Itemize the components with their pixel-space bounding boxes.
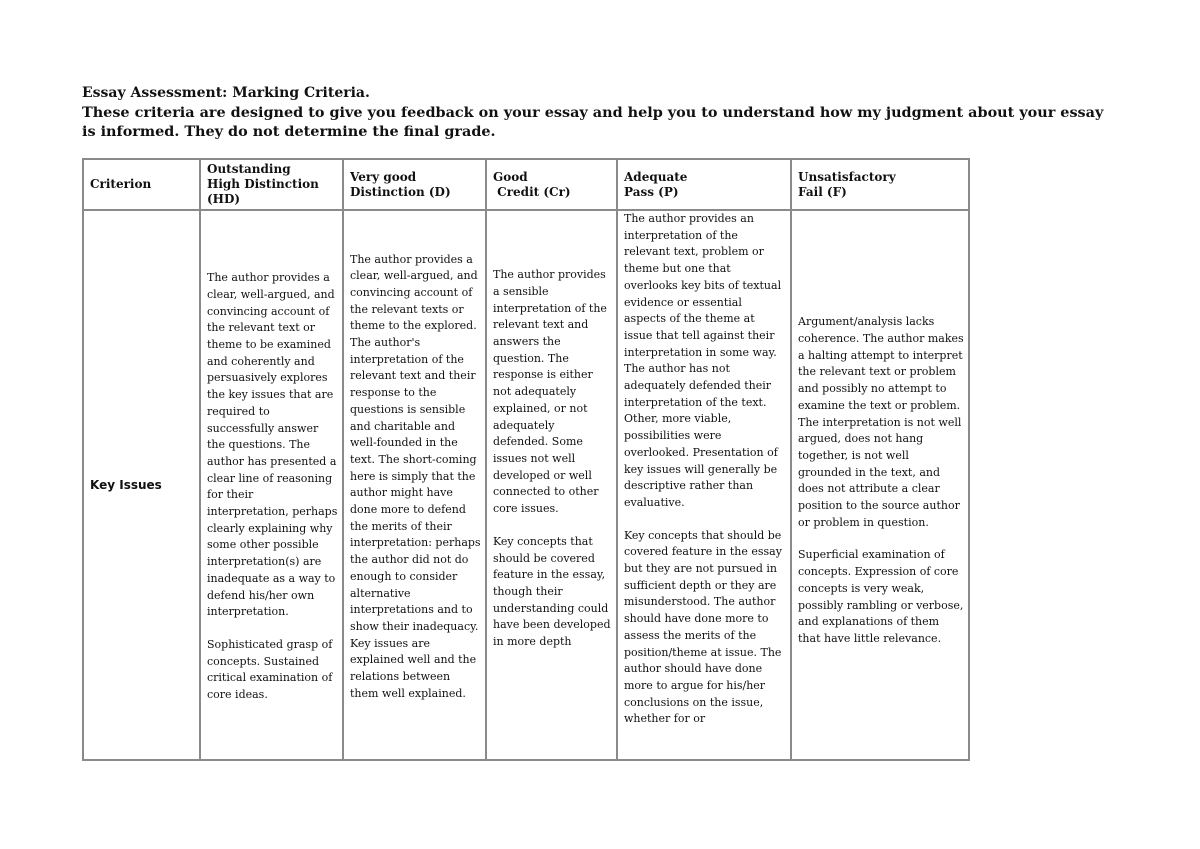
header-criterion: Criterion [83,159,200,210]
header-level-hd [200,159,343,210]
header-level-grade: Distinction (D) [350,184,451,199]
document-title: Essay Assessment: Marking Criteria. [82,85,370,101]
descriptor-cell-p [617,210,791,760]
descriptor-text: Superficial examination of concepts. Expression of core concepts is very weak, possibly rambling or verbose, and explanations of them that have little relevance. [798,548,964,645]
header-level-abbr: (HD) [207,192,241,206]
header-level-p [617,159,791,210]
criterion-key-issues: Key Issues [83,210,200,760]
descriptor-text: The author provides an interpretation of the relevant text, problem or theme but one that overlooks key bits of textual evidence or essential aspects of the theme at issue that tell against their interpretation in some way. The author has not adequately defended their interpretation of the text. Other, more viable, possibilities were overlooked. Presentation of key issues will generally be descriptive rather than evaluative. [624,212,782,509]
descriptor-text: Argument/analysis lacks coherence. The author makes a halting attempt to interpret the relevant text or problem and possibly no attempt to examine the text or problem. The interpretation is not well argued, does not hang together, is not well grounded in the text, and does not attribute a clear position to the source author or problem in question. [798,315,964,529]
header-level-grade: Credit (Cr) [493,184,571,199]
descriptor-cell-f [791,210,969,760]
header-level-f [791,159,969,210]
marking-criteria-table [82,158,970,761]
descriptor-text: Key concepts that should be covered feature in the essay, though their understanding could have been developed in more depth [493,534,611,649]
descriptor-text: Key concepts that should be covered feature in the essay but they are not pursued in sufficient depth or they are misunderstood. The author should have done more to assess the merits of the position/theme at issue. The author should have done more to argue for his/her conclusions on the issue, whether for or [624,528,782,726]
table-header-row [83,159,969,210]
header-level-name: Unsatisfactory [798,169,896,184]
descriptor-text: The author provides a sensible interpretation of the relevant text and answers the question. The response is either not adequately explained, or not adequately defended. Some issues not well developed or well connected to other core issues. [493,268,607,516]
header-level-name: Very good [350,169,417,184]
descriptor-text: The author provides a clear, well-argued, and convincing account of the relevant text or theme to be examined and coherently and persuasively explores the key issues that are required to successfully answer the questions. The author has presented a clear line of reasoning for their interpretation, perhaps clearly explaining why some other possible interpretation(s) are inadequate as a way to defend his/her own interpretation. [207,271,338,619]
descriptor-cell-cr [486,210,617,760]
descriptor-text: The author provides a clear, well-argued, and convincing account of the relevant texts or theme to the explored. The author's interpretation of the relevant text and their response to the questions is sensible and charitable and well-founded in the text. The short-coming here is simply that the author might have done more to defend the merits of their interpretation: perhaps the author did not do enough to consider alternative interpretations and to show their inadequacy. Key issues are explained well and the relations between them well explained. [350,252,481,700]
header-level-grade: High Distinction [207,177,319,191]
header-level-grade: Fail (F) [798,184,847,199]
header-level-cr [486,159,617,210]
descriptor-text: Sophisticated grasp of concepts. Sustained critical examination of core ideas. [207,637,333,702]
descriptor-cell-d [343,210,486,760]
descriptor-cell-hd [200,210,343,760]
table-row [83,210,969,760]
header-level-grade: Pass (P) [624,184,679,199]
header-level-d [343,159,486,210]
header-level-name: Outstanding [207,162,291,176]
header-level-name: Good [493,169,528,184]
document-subtitle: These criteria are designed to give you feedback on your essay and help you to understand how my judgment about your essay is informed. They do not determine the final grade. [82,104,1104,140]
header-level-name: Adequate [624,169,688,184]
